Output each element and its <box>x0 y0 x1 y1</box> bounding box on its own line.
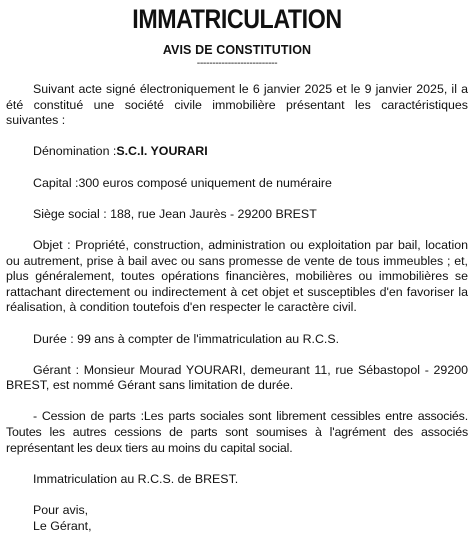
notice-title: IMMATRICULATION <box>132 4 342 34</box>
closing-pour-avis: Pour avis, <box>33 503 89 518</box>
denomination-label: Dénomination : <box>33 144 117 159</box>
capital-line: Capital :300 euros composé uniquement de numéraire <box>33 175 332 190</box>
immatriculation-line: Immatriculation au R.C.S. de BREST. <box>33 471 239 486</box>
gerant-paragraph: Gérant : Monsieur Mourad YOURARI, demeurant 11, rue Sébastopol - 29200 BREST, est nommé Gérant sans limitation de durée. <box>6 362 468 393</box>
notice-subtitle: AVIS DE CONSTITUTION <box>162 43 312 57</box>
company-name: S.C.I. YOURARI <box>116 144 208 159</box>
duree-line: Durée : 99 ans à compter de l'immatriculation au R.C.S. <box>33 331 340 346</box>
closing-le-gerant: Le Gérant, <box>33 518 92 533</box>
denomination-line <box>6 144 468 160</box>
intro-paragraph: Suivant acte signé électroniquement le 6 janvier 2025 et le 9 janvier 2025, il a été constitué une société civile immobilière présentant les caractéristiques suivantes : <box>6 82 468 128</box>
objet-paragraph: Objet : Propriété, construction, administration ou exploitation par bail, location ou autrement, prise à bail avec ou sans promesse de vente de tous immeubles ; et, plus généralement, toutes opérations financières, mobilières ou immobilières se rattachant directement ou indirectement à cet objet et susceptibles d'en favoriser la réalisation, à condition toutefois d'en respecter le caractère civil. <box>6 237 468 315</box>
title-separator: -------------------------- <box>196 57 278 69</box>
notice-body <box>6 82 468 534</box>
legal-notice-page <box>0 4 473 533</box>
siege-line: Siège social : 188, rue Jean Jaurès - 29200 BREST <box>33 206 317 221</box>
cession-paragraph: - Cession de parts :Les parts sociales sont librement cessibles entre associés. Toutes les autres cessions de parts sont soumises à l'agrément des associés représentant les deux tiers au moins du capital social. <box>6 409 468 455</box>
